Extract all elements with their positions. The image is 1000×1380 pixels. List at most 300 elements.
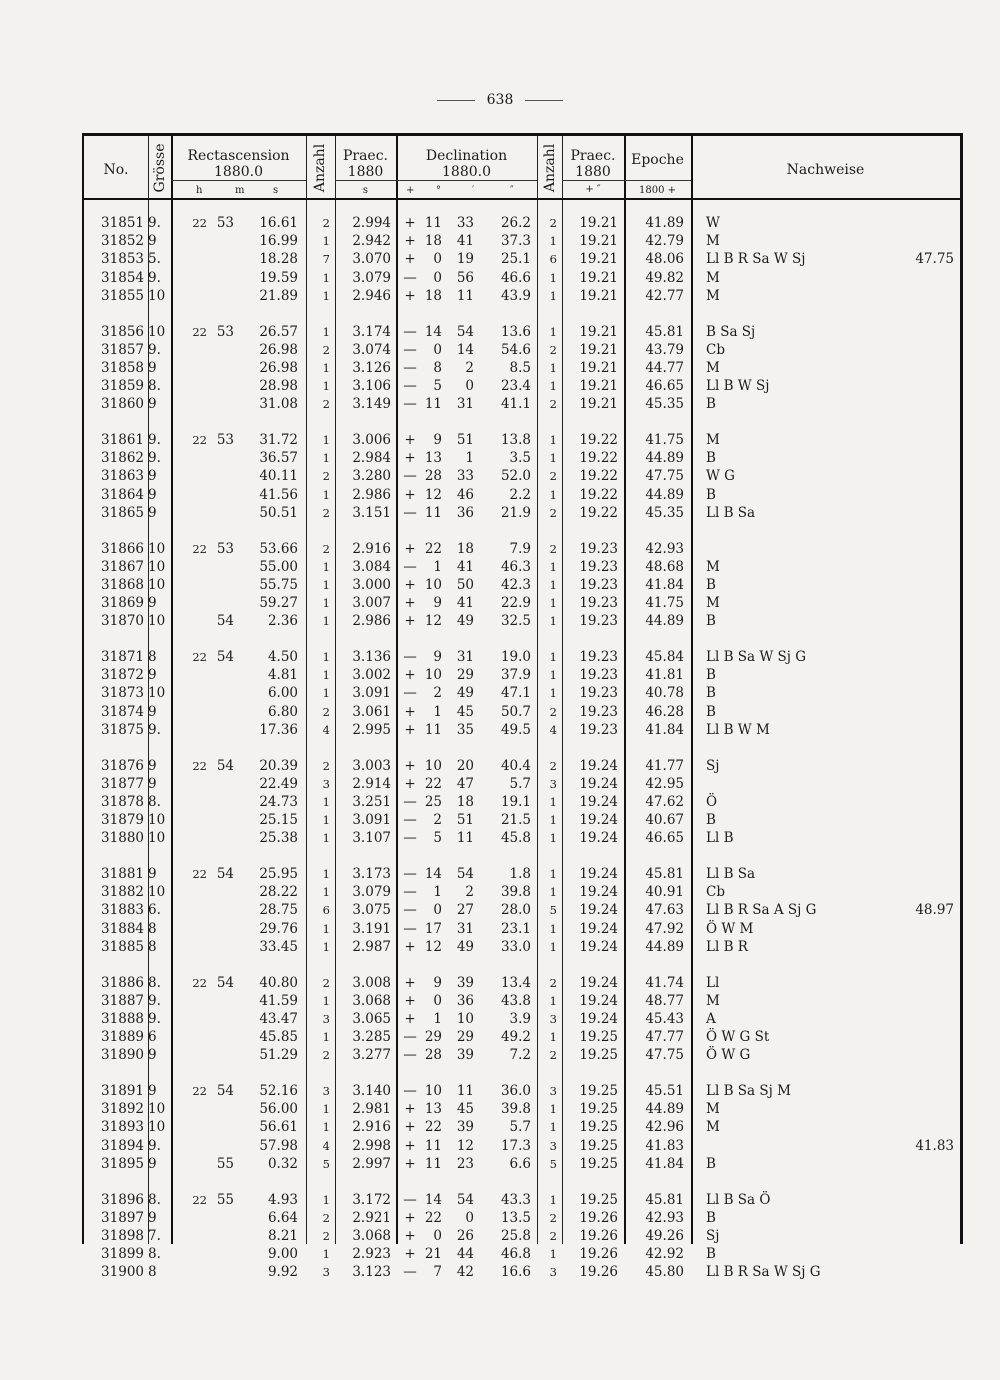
- cell-no: 31856: [101, 323, 144, 340]
- cell-gr: 10: [148, 576, 166, 593]
- cell-pd: 19.21: [579, 378, 618, 395]
- cell-pr: 2.942: [352, 233, 391, 250]
- cell-ep: 47.75: [645, 468, 684, 485]
- cell-ep: 40.91: [645, 884, 684, 901]
- cell-an: 1: [322, 668, 330, 683]
- cell-dm: 41: [456, 558, 474, 575]
- cell-sg: +: [404, 974, 416, 991]
- cell-dd: 12: [424, 486, 442, 503]
- cell-pr: 2.986: [352, 486, 391, 503]
- cell-no: 31898: [101, 1227, 144, 1244]
- cell-dm: 33: [456, 215, 474, 231]
- cell-sg: +: [404, 1246, 416, 1263]
- cell-m: 53: [216, 323, 234, 340]
- cell-s: 4.50: [267, 649, 298, 665]
- cell-s: 4.93: [267, 1191, 298, 1208]
- cell-nw: B: [706, 685, 716, 702]
- cell-dd: 10: [424, 757, 442, 774]
- cell-dd: 8: [433, 359, 442, 376]
- cell-sg: —: [403, 920, 417, 937]
- cell-ds: 46.6: [500, 269, 531, 286]
- cell-an: 2: [322, 1228, 330, 1243]
- cell-ds: 7.2: [509, 1047, 531, 1064]
- cell-pr: 3.008: [352, 974, 391, 991]
- cell-s: 33.45: [259, 938, 298, 955]
- cell-dm: 49: [456, 613, 474, 630]
- cell-ds: 8.5: [509, 359, 531, 376]
- cell-nw: Ll: [706, 974, 720, 991]
- cell-dn: 1: [549, 614, 557, 629]
- cell-pd: 19.23: [579, 558, 618, 575]
- cell-ds: 25.1: [500, 251, 531, 268]
- header-sub-rule: [171, 180, 306, 181]
- cell-an: 2: [322, 704, 330, 719]
- cell-dd: 11: [424, 504, 442, 521]
- cell-pr: 3.075: [352, 902, 391, 919]
- cell-dd: 22: [424, 540, 442, 557]
- cell-dm: 41: [456, 233, 474, 250]
- cell-pr: 3.251: [352, 793, 391, 810]
- cell-ds: 28.0: [500, 902, 531, 919]
- cell-dd: 9: [433, 595, 442, 612]
- cell-dd: 28: [424, 468, 442, 485]
- cell-pd: 19.21: [579, 251, 618, 268]
- cell-no: 31859: [101, 378, 144, 395]
- cell-ep: 41.84: [645, 1155, 684, 1172]
- cell-sg: —: [403, 396, 417, 413]
- cell-m: 54: [216, 866, 234, 882]
- cell-sg: —: [403, 1191, 417, 1208]
- cell-ep: 45.81: [645, 866, 684, 882]
- cell-sg: +: [404, 721, 416, 738]
- cell-h: 22: [192, 1192, 207, 1207]
- cell-m: 54: [216, 757, 234, 774]
- cell-dn: 3: [549, 1265, 557, 1280]
- cell-ep: 41.75: [645, 432, 684, 448]
- cell-dn: 2: [549, 469, 557, 484]
- cell-an: 1: [322, 360, 330, 375]
- header-sub-rule: [624, 180, 691, 181]
- cell-ep: 40.67: [645, 812, 684, 829]
- cell-no: 31899: [101, 1246, 144, 1263]
- cell-dn: 1: [549, 596, 557, 611]
- cell-gr: 8: [148, 649, 157, 665]
- cell-ds: 52.0: [500, 468, 531, 485]
- cell-ep: 49.26: [645, 1227, 684, 1244]
- cell-dm: 2: [465, 884, 474, 901]
- cell-nw: Ö: [706, 793, 718, 810]
- cell-no: 31896: [101, 1191, 144, 1208]
- cell-gr: 9: [148, 396, 157, 413]
- cell-ds: 46.8: [500, 1246, 531, 1263]
- cell-no: 31887: [101, 992, 144, 1009]
- cell-ds: 23.4: [500, 378, 531, 395]
- cell-dm: 1: [465, 450, 474, 467]
- cell-pr: 3.065: [352, 1010, 391, 1027]
- cell-an: 2: [322, 758, 330, 773]
- cell-pr: 2.921: [352, 1209, 391, 1226]
- cell-nw: Ll B R Sa A Sj G: [706, 902, 817, 919]
- cell-dn: 1: [549, 270, 557, 285]
- cell-dm: 0: [465, 1209, 474, 1226]
- cell-dd: 13: [424, 1101, 442, 1118]
- cell-gr: 10: [148, 287, 166, 304]
- cell-pr: 2.998: [352, 1137, 391, 1154]
- cell-pr: 3.091: [352, 812, 391, 829]
- cell-pd: 19.23: [579, 595, 618, 612]
- cell-sg: +: [404, 287, 416, 304]
- cell-no: 31891: [101, 1083, 144, 1099]
- cell-nw: B: [706, 396, 716, 413]
- cell-pr: 2.987: [352, 938, 391, 955]
- cell-dd: 9: [433, 974, 442, 991]
- cell-nw: B: [706, 667, 716, 684]
- cell-m: 54: [216, 649, 234, 665]
- cell-nw: B: [706, 486, 716, 503]
- cell-no: 31888: [101, 1010, 144, 1027]
- cell-dm: 44: [456, 1246, 474, 1263]
- cell-pd: 19.21: [579, 215, 618, 231]
- cell-dm: 11: [456, 830, 474, 847]
- cell-sg: —: [403, 359, 417, 376]
- cell-nw: Ll B: [706, 830, 734, 847]
- cell-ds: 5.7: [509, 1119, 531, 1136]
- cell-dm: 31: [456, 649, 474, 665]
- header-rule: [84, 198, 960, 200]
- cell-dn: 1: [549, 831, 557, 846]
- cell-pr: 2.984: [352, 450, 391, 467]
- cell-gr: 9: [148, 486, 157, 503]
- cell-gr: 8: [148, 1264, 157, 1281]
- cell-pr: 3.003: [352, 757, 391, 774]
- cell-h: 22: [192, 975, 207, 990]
- cell-nw: M: [706, 595, 720, 612]
- cell-pd: 19.21: [579, 287, 618, 304]
- cell-ds: 36.0: [500, 1083, 531, 1099]
- cell-sg: —: [403, 884, 417, 901]
- cell-ds: 32.5: [500, 613, 531, 630]
- cell-h: 22: [192, 1084, 207, 1098]
- cell-ep: 45.81: [645, 323, 684, 340]
- cell-pr: 3.061: [352, 703, 391, 720]
- cell-m: 53: [216, 432, 234, 448]
- cell-dn: 2: [549, 505, 557, 520]
- cell-s: 8.21: [267, 1227, 298, 1244]
- cell-sg: +: [404, 576, 416, 593]
- cell-gr: 8: [148, 920, 157, 937]
- cell-pr: 2.914: [352, 775, 391, 792]
- cell-sg: +: [404, 540, 416, 557]
- cell-nw: B: [706, 1246, 716, 1263]
- cell-s: 31.72: [259, 432, 298, 448]
- cell-nw: M: [706, 287, 720, 304]
- cell-dd: 1: [433, 558, 442, 575]
- cell-s: 19.59: [259, 269, 298, 286]
- cell-nw: A: [706, 1010, 716, 1027]
- cell-dn: 2: [549, 704, 557, 719]
- cell-pd: 19.24: [579, 793, 618, 810]
- cell-gr: 6: [148, 1029, 157, 1046]
- cell-ds: 5.7: [509, 775, 531, 792]
- cell-ep: 45.81: [645, 1191, 684, 1208]
- cell-pd: 19.24: [579, 830, 618, 847]
- cell-dm: 36: [456, 504, 474, 521]
- cell-dm: 26: [456, 1227, 474, 1244]
- cell-pr: 3.074: [352, 341, 391, 358]
- cell-pd: 19.25: [579, 1083, 618, 1099]
- cell-ds: 7.9: [509, 540, 531, 557]
- cell-ep: 42.93: [645, 540, 684, 557]
- cell-dm: 56: [456, 269, 474, 286]
- cell-sg: —: [403, 1083, 417, 1099]
- header-epoche-unit: 1800 +: [638, 185, 676, 196]
- cell-no: 31871: [101, 649, 144, 665]
- cell-dn: 1: [549, 650, 557, 664]
- cell-pd: 19.24: [579, 920, 618, 937]
- cell-gr: 9: [148, 1083, 157, 1099]
- cell-ds: 54.6: [500, 341, 531, 358]
- cell-pd: 19.26: [579, 1264, 618, 1281]
- cell-dd: 9: [433, 432, 442, 448]
- cell-gr: 7.: [148, 1227, 161, 1244]
- cell-no: 31873: [101, 685, 144, 702]
- cell-no: 31869: [101, 595, 144, 612]
- cell-ep: 44.89: [645, 938, 684, 955]
- header-ra-unit-s: s: [273, 185, 279, 196]
- cell-dn: 2: [549, 541, 557, 556]
- cell-no: 31889: [101, 1029, 144, 1046]
- cell-s: 9.00: [267, 1246, 298, 1263]
- cell-h: 22: [192, 433, 207, 447]
- cell-nw: B: [706, 1155, 716, 1172]
- cell-dd: 22: [424, 1119, 442, 1136]
- cell-an: 1: [322, 1030, 330, 1045]
- cell-s: 25.95: [259, 866, 298, 882]
- cell-an: 1: [322, 270, 330, 285]
- cell-nw: Ö W G St: [706, 1029, 770, 1046]
- cell-pr: 3.084: [352, 558, 391, 575]
- cell-dm: 27: [456, 902, 474, 919]
- page-number-text: 638: [486, 92, 514, 108]
- cell-ds: 25.8: [500, 1227, 531, 1244]
- cell-dd: 0: [433, 1227, 442, 1244]
- cell-ep: 45.51: [645, 1083, 684, 1099]
- cell-nw: W: [706, 215, 720, 231]
- cell-ep: 43.79: [645, 341, 684, 358]
- cell-s: 40.11: [259, 468, 298, 485]
- cell-pd: 19.21: [579, 323, 618, 340]
- cell-nw: Cb: [706, 341, 725, 358]
- cell-pd: 19.25: [579, 1047, 618, 1064]
- cell-dn: 2: [549, 1048, 557, 1063]
- cell-no: 31853: [101, 251, 144, 268]
- col-rule: [171, 136, 173, 1244]
- cell-ep: 47.75: [645, 1047, 684, 1064]
- cell-pr: 3.285: [352, 1029, 391, 1046]
- cell-s: 22.49: [259, 775, 298, 792]
- cell-sg: +: [404, 595, 416, 612]
- cell-no: 31867: [101, 558, 144, 575]
- cell-no: 31892: [101, 1101, 144, 1118]
- header-decl: Declination: [425, 148, 508, 164]
- cell-s: 21.89: [259, 287, 298, 304]
- col-rule: [396, 136, 398, 1244]
- cell-ds: 19.1: [500, 793, 531, 810]
- cell-sg: —: [403, 830, 417, 847]
- cell-ds: 17.3: [500, 1137, 531, 1154]
- cell-dd: 5: [433, 830, 442, 847]
- cell-h: 22: [192, 216, 207, 230]
- cell-pr: 3.136: [352, 649, 391, 665]
- cell-dm: 29: [456, 667, 474, 684]
- cell-dm: 39: [456, 1119, 474, 1136]
- cell-pr: 3.079: [352, 884, 391, 901]
- cell-no: 31875: [101, 721, 144, 738]
- cell-dn: 2: [549, 975, 557, 990]
- cell-dn: 1: [549, 324, 557, 339]
- cell-ds: 43.3: [500, 1191, 531, 1208]
- cell-pd: 19.22: [579, 504, 618, 521]
- cell-an: 1: [322, 487, 330, 502]
- header-decl-unit-deg: °: [436, 185, 441, 196]
- cell-ep: 42.93: [645, 1209, 684, 1226]
- cell-ep: 47.63: [645, 902, 684, 919]
- header-nachweise: Nachweise: [786, 162, 865, 178]
- cell-pr: 2.997: [352, 1155, 391, 1172]
- cell-dd: 14: [424, 1191, 442, 1208]
- cell-pd: 19.24: [579, 1010, 618, 1027]
- cell-ds: 21.5: [500, 812, 531, 829]
- cell-dm: 31: [456, 396, 474, 413]
- cell-sg: +: [404, 1227, 416, 1244]
- cell-an: 1: [322, 324, 330, 339]
- cell-dd: 28: [424, 1047, 442, 1064]
- cell-nw: M: [706, 992, 720, 1009]
- cell-dn: 1: [549, 993, 557, 1008]
- cell-nw: B: [706, 613, 716, 630]
- cell-an: 1: [322, 686, 330, 701]
- cell-an: 1: [322, 596, 330, 611]
- cell-gr: 9.: [148, 341, 161, 358]
- cell-ds: 13.5: [500, 1209, 531, 1226]
- cell-nw: M: [706, 233, 720, 250]
- cell-nw: Ll B R Sa W Sj G: [706, 1264, 821, 1281]
- cell-ep: 48.68: [645, 558, 684, 575]
- cell-gr: 9.: [148, 215, 161, 231]
- cell-dn: 1: [549, 813, 557, 828]
- cell-an: 3: [322, 1011, 330, 1026]
- cell-sg: —: [403, 504, 417, 521]
- header-no: No.: [103, 162, 129, 178]
- cell-sg: +: [404, 1209, 416, 1226]
- cell-ds: 13.4: [500, 974, 531, 991]
- cell-pr: 2.946: [352, 287, 391, 304]
- cell-dm: 0: [465, 378, 474, 395]
- cell-s: 6.00: [267, 685, 298, 702]
- cell-dd: 10: [424, 667, 442, 684]
- cell-h: 22: [192, 758, 207, 773]
- cell-sg: +: [404, 233, 416, 250]
- cell-an: 7: [322, 252, 330, 267]
- cell-dn: 1: [549, 559, 557, 574]
- cell-gr: 8.: [148, 378, 161, 395]
- header-anzahl-ra: Anzahl: [312, 143, 328, 193]
- cell-an: 1: [322, 1192, 330, 1207]
- cell-no: 31878: [101, 793, 144, 810]
- cell-nw: Ll B R: [706, 938, 748, 955]
- cell-ep: 41.81: [645, 667, 684, 684]
- cell-dd: 12: [424, 938, 442, 955]
- cell-pd: 19.26: [579, 1246, 618, 1263]
- header-praec-decl-year: 1880: [575, 164, 611, 180]
- cell-m: 54: [216, 974, 234, 991]
- cell-dd: 12: [424, 613, 442, 630]
- cell-ds: 39.8: [500, 1101, 531, 1118]
- cell-no: 31876: [101, 757, 144, 774]
- cell-pr: 3.149: [352, 396, 391, 413]
- cell-gr: 10: [148, 613, 166, 630]
- cell-ep: 42.92: [645, 1246, 684, 1263]
- cell-s: 52.16: [259, 1083, 298, 1099]
- cell-pr: 3.280: [352, 468, 391, 485]
- cell-pd: 19.23: [579, 540, 618, 557]
- header-ra-unit-h: h: [196, 185, 203, 196]
- cell-ep: 47.77: [645, 1029, 684, 1046]
- cell-dd: 0: [433, 341, 442, 358]
- cell-pd: 19.23: [579, 685, 618, 702]
- cell-nw: Ll B W Sj: [706, 378, 770, 395]
- cell-dm: 23: [456, 1155, 474, 1172]
- cell-dn: 1: [549, 360, 557, 375]
- cell-dn: 5: [549, 1156, 557, 1171]
- cell-nw: Ö W G: [706, 1047, 751, 1064]
- cell-an: 2: [322, 1210, 330, 1225]
- cell-pd: 19.24: [579, 902, 618, 919]
- cell-s: 20.39: [259, 757, 298, 774]
- cell-pd: 19.22: [579, 486, 618, 503]
- cell-gr: 9: [148, 595, 157, 612]
- cell-dd: 7: [433, 1264, 442, 1281]
- cell-dm: 35: [456, 721, 474, 738]
- cell-sg: —: [403, 1264, 417, 1281]
- cell-nw: Sj: [706, 757, 720, 774]
- cell-sg: —: [403, 558, 417, 575]
- cell-gr: 8.: [148, 1246, 161, 1263]
- cell-gr: 9: [148, 359, 157, 376]
- cell-gr: 10: [148, 1101, 166, 1118]
- cell-dm: 41: [456, 595, 474, 612]
- cell-ep: 46.28: [645, 703, 684, 720]
- cell-pd: 19.23: [579, 613, 618, 630]
- cell-gr: 8: [148, 938, 157, 955]
- cell-pd: 19.21: [579, 359, 618, 376]
- cell-dn: 3: [549, 1084, 557, 1098]
- cell-ep: 41.84: [645, 576, 684, 593]
- cell-gr: 10: [148, 1119, 166, 1136]
- cell-no: 31880: [101, 830, 144, 847]
- cell-pd: 19.24: [579, 938, 618, 955]
- cell-s: 24.73: [259, 793, 298, 810]
- cell-sg: +: [404, 1101, 416, 1118]
- cell-no: 31862: [101, 450, 144, 467]
- cell-sg: +: [404, 938, 416, 955]
- cell-nw: Ll B Sa W Sj G: [706, 649, 807, 665]
- cell-s: 28.98: [259, 378, 298, 395]
- cell-ep: 44.89: [645, 450, 684, 467]
- cell-ep: 44.77: [645, 359, 684, 376]
- cell-no: 31895: [101, 1155, 144, 1172]
- cell-dn: 1: [549, 885, 557, 900]
